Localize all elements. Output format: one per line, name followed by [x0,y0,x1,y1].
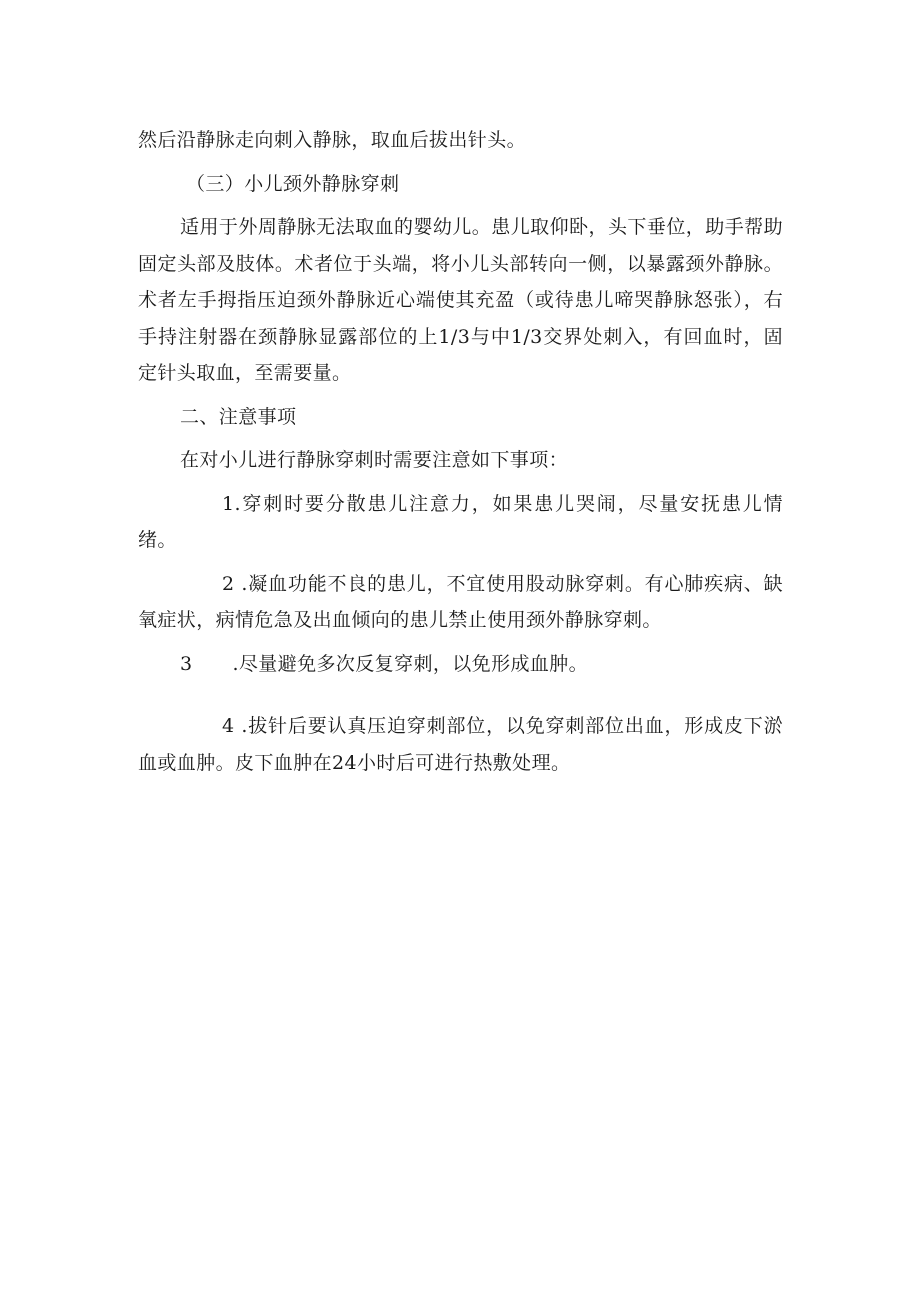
precaution-item-4 [138,708,783,781]
item-text: 穿刺时要分散患儿注意力，如果患儿哭闹，尽量安抚患儿情绪。 [138,492,783,551]
precaution-item-3 [138,646,783,683]
item-text: .拔针后要认真压迫穿刺部位，以免穿刺部位出血，形成皮下淤血或血肿。皮下血肿在24小时后可进行热敷处理。 [138,715,783,774]
item-number: 3 [180,652,193,675]
section-sub-heading: （三）小儿颈外静脉穿刺 [186,172,400,195]
item-number: 1. [222,492,241,515]
paragraph-neck-vein-puncture: 适用于外周静脉无法取血的婴幼儿。患儿取仰卧，头下垂位，助手帮助固定头部及肢体。术者位于头端，将小儿头部转向一侧，以暴露颈外静脉。术者左手拇指压迫颈外静脉近心端使其充盈（或待患儿啼哭静脉怒张），右手持注射器在颈静脉显露部位的上1/3与中1/3交界处刺入，有回血时，固定针头取血，至需要量。 [138,216,783,384]
section-heading: 二、注意事项 [180,405,297,428]
precaution-item-1 [138,486,783,559]
item-text: .凝血功能不良的患儿，不宜使用股动脉穿刺。有心肺疾病、缺氧症状，病情危急及出血倾向的患儿禁止使用颈外静脉穿刺。 [138,572,783,631]
document-body [138,122,783,781]
paragraph-continuation: 然后沿静脉走向刺入静脉，取血后拔出针头。 [138,129,527,151]
precautions-intro: 在对小儿进行静脉穿刺时需要注意如下事项： [180,449,569,471]
item-text: .尽量避免多次反复穿刺，以免形成血肿。 [226,652,589,675]
precaution-item-2 [138,566,783,639]
item-number: 4 [222,715,235,737]
item-number: 2 [222,572,235,595]
